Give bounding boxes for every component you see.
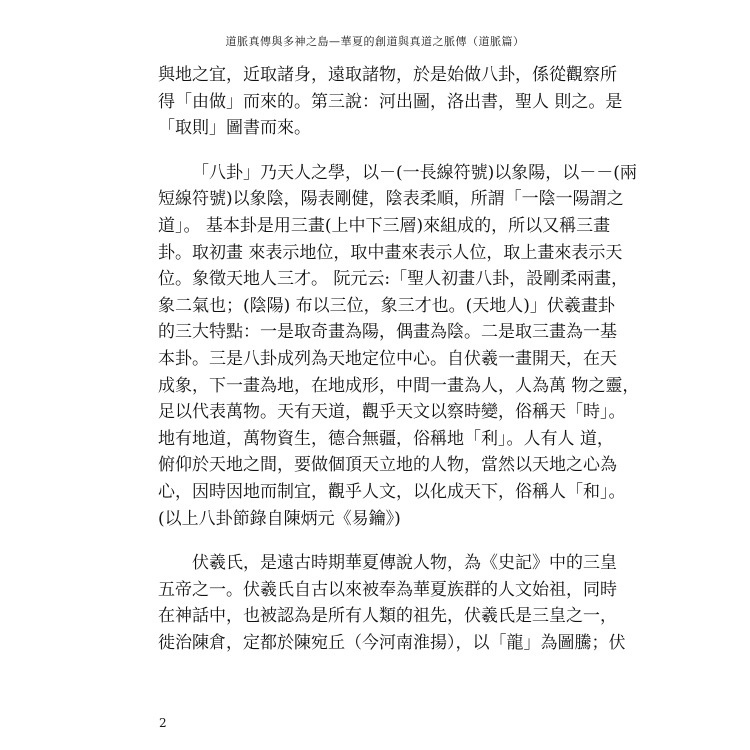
text-line: 象二氣也；(陰陽) 布以三位，象三才也。(天地人)」伏羲畫卦 [158, 295, 615, 316]
running-header: 道脈真傳與多神之島—華夏的創道與真道之脈傳（道脈篇） [225, 35, 525, 48]
page-number: 2 [159, 716, 167, 730]
text-line: 地有地道，萬物資生，德合無疆，俗稱地「利」。人有人 道， [158, 428, 614, 449]
text-line: 徙治陳倉，定都於陳宛丘（今河南淮揚），以「龍」為圖騰；伏 [158, 632, 626, 653]
paragraph-spacer [158, 142, 564, 160]
text-line: 道」。 基本卦是用三畫(上中下三層)來組成的，所以又稱三畫 [158, 215, 611, 236]
paragraph [158, 62, 623, 142]
text-line: 的三大特點：一是取奇畫為陽，偶畫為陰。二是取三畫為一基 [158, 322, 617, 343]
text-line: 卦。取初畫 來表示地位，取中畫來表示人位，取上畫來表示天 [158, 242, 623, 263]
text-line: 俯仰於天地之間，要做個頂天立地的人物，當然以天地之心為 [158, 455, 617, 476]
text-line: 短線符號)以象陰，陽表剛健，陰表柔順，所謂「一陰一陽謂之 [158, 189, 624, 210]
text-line: 本卦。三是八卦成列為天地定位中心。自伏羲一畫開天，在天 [158, 348, 617, 369]
paragraph-spacer [158, 532, 564, 550]
paragraph [158, 550, 626, 656]
text-line: 位。象徵天地人三才。 阮元云:「聖人初畫八卦，設剛柔兩畫， [158, 269, 629, 290]
text-line: 「八卦」乃天人之學，以－(一長線符號)以象陽，以－－(兩 [192, 162, 637, 183]
text-line: 伏羲氏，是遠古時期華夏傳說人物，為《史記》中的三皇 [192, 553, 617, 574]
text-line: 成象，下一畫為地，在地成形，中間一畫為人，人為萬 物之靈， [158, 375, 640, 396]
text-line: 五帝之一。伏羲氏自古以來被奉為華夏族群的人文始祖，同時 [158, 579, 617, 600]
text-line: 與地之宜，近取諸身，遠取諸物，於是始做八卦，係從觀察所 [158, 65, 617, 85]
text-line: 足以代表萬物。天有天道，觀乎天文以察時變，俗稱天「時」。 [158, 402, 626, 423]
paragraph [158, 160, 640, 532]
text-line: 「取則」圖書而來。 [158, 118, 311, 139]
text-line: 心，因時因地而制宜，觀乎人文，以化成天下，俗稱人「和」。 [158, 481, 626, 502]
text-line: 得「由做」而來的。第三說：河出圖，洛出書，聖人 則之。是 [158, 91, 623, 112]
text-line: 在神話中，也被認為是所有人類的祖先，伏羲氏是三皇之一， [158, 606, 617, 627]
text-line: (以上八卦節錄自陳炳元《易鑰》) [158, 508, 401, 529]
body-text [158, 62, 640, 656]
